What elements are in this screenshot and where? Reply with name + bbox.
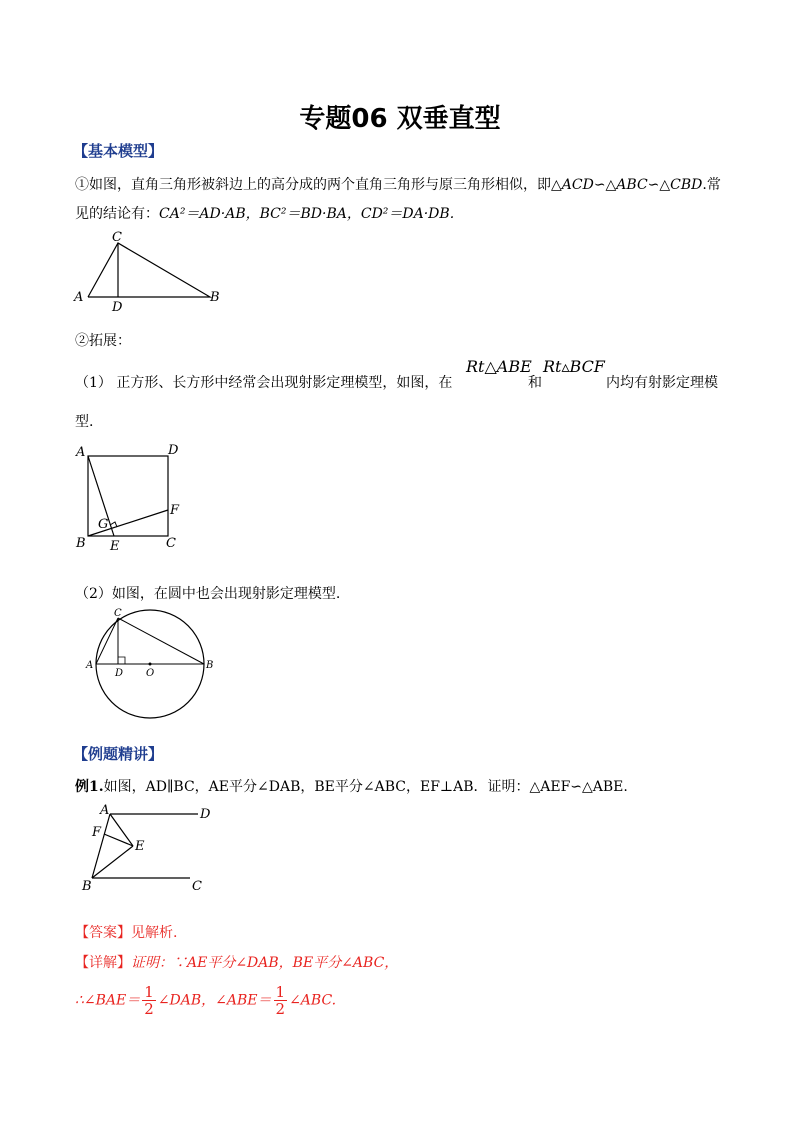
p1-text-d: 见的结论有： [75, 206, 159, 222]
fig4-label-a: A [100, 803, 110, 818]
p2-rt-abe: Rt△ABE [466, 357, 532, 376]
paragraph-2-line-2: 型. [75, 414, 94, 430]
fraction-2-denominator: 2 [275, 1000, 286, 1018]
detail2-a: ∴∠BAE＝ [75, 992, 141, 1009]
p2-text-a: （1） 正方形、长方形中经常会出现射影定理模型，如图，在 [75, 375, 453, 391]
fig4-label-c: C [192, 879, 202, 894]
fraction-half-2 [274, 984, 288, 1017]
fig2-label-b: B [76, 536, 86, 551]
fig4-label-b: B [82, 879, 92, 894]
fig4-label-f: F [92, 825, 102, 840]
figure-right-triangle [70, 225, 230, 315]
detail2-b: ∠DAB，∠ABE＝ [157, 992, 272, 1009]
detail-line-2 [75, 984, 336, 1017]
fig3-label-d: D [115, 668, 124, 679]
paragraph-2-line-1 [75, 372, 452, 392]
fraction-2-numerator: 1 [275, 983, 286, 1001]
fig1-label-b: B [210, 290, 220, 305]
fig2-label-f: F [170, 503, 180, 518]
fig2-label-e: E [110, 539, 120, 554]
p2-and: 和 [528, 375, 542, 391]
example-1 [75, 776, 628, 796]
figure-circle [80, 605, 220, 720]
figure-parallel-lines [78, 800, 218, 895]
p1-formulas: CA²＝AD·AB，BC²＝BD·BA，CD²＝DA·DB. [159, 206, 455, 222]
section-basic-model: 【基本模型】 [73, 142, 164, 160]
paragraph-1-line-1 [75, 174, 721, 194]
example-1-text: 如图，AD∥BC，AE平分∠DAB，BE平分∠ABC，EF⊥AB．证明：△AEF∽△ABE. [103, 779, 628, 795]
example-1-label: 例1. [75, 779, 104, 795]
p2-text-b: 内均有射影定理模 [606, 375, 718, 391]
section-examples: 【例题精讲】 [73, 745, 164, 763]
figure-square [72, 440, 192, 555]
detail2-c: ∠ABC. [289, 992, 337, 1009]
fraction-1-denominator: 2 [144, 1000, 154, 1018]
fig3-label-c: C [114, 608, 122, 619]
fig4-label-e: E [135, 839, 145, 854]
paragraph-3: （2）如图，在圆中也会出现射影定理模型. [75, 586, 341, 602]
fig1-label-a: A [74, 290, 84, 305]
fig3-label-a: A [86, 660, 94, 671]
fig2-label-c: C [166, 536, 176, 551]
expand-label: ②拓展： [75, 333, 131, 349]
fraction-1-numerator: 1 [144, 983, 154, 1001]
fig1-label-d: D [112, 300, 123, 315]
fig3-label-o: O [146, 668, 155, 679]
fig2-label-d: D [168, 443, 179, 458]
detail-text: 证明：∵AE平分∠DAB，BE平分∠ABC， [131, 955, 399, 971]
fig1-label-c: C [112, 230, 122, 245]
fig2-label-a: A [76, 445, 86, 460]
p1-text-c: .常 [702, 177, 721, 193]
fig4-label-d: D [200, 807, 211, 822]
p1-similar: △ACD∽△ABC∽△CBD [551, 177, 703, 193]
detail-line-1 [75, 952, 398, 972]
p1-text-a: ①如图，直角三角形被斜边上的高分成的两个直角三角形与原三角形相似，即 [75, 177, 551, 193]
fig2-label-g: G [98, 517, 109, 532]
paragraph-1-line-2 [75, 203, 454, 223]
detail-label: 【详解】 [75, 955, 131, 971]
fraction-half-1 [142, 984, 156, 1017]
answer-line: 【答案】见解析. [75, 925, 178, 941]
fig3-label-b: B [206, 660, 214, 671]
p2-rt-bcf: Rt▵BCF [543, 357, 605, 376]
page-title: 专题06 双垂直型 [299, 104, 501, 134]
